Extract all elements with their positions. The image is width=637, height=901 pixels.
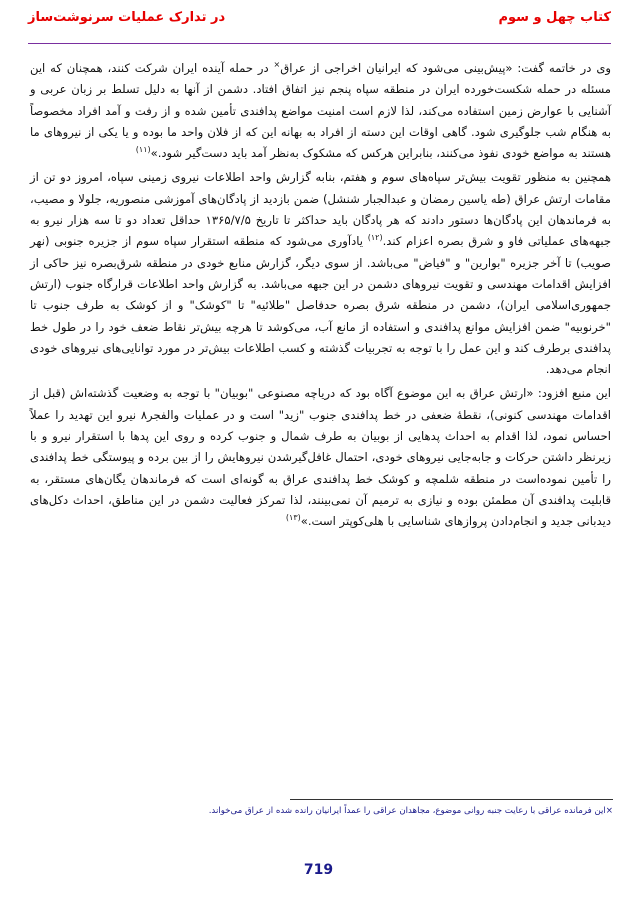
footnote-marker: × xyxy=(273,60,281,70)
book-title: کتاب چهل و سوم xyxy=(498,10,611,25)
footnote-divider xyxy=(290,799,613,800)
reference-number: (۱۳) xyxy=(285,513,301,523)
reference-number: (۱۱) xyxy=(135,145,151,155)
main-text xyxy=(30,58,611,533)
running-header xyxy=(28,8,611,36)
chapter-title: در تدارک عملیات سرنوشت‌ساز xyxy=(28,10,226,25)
paragraph: وی در خاتمه گفت: «پیش‌بینی می‌شود که ایرانیان اخراجی از عراق× در حمله آینده ایران شرکت کنند، همچنان که این مسئله در حمله شکست‌خورده ایران در منطقه سپاه پنجم نیز اتفاق افتاد. دشمن از آنها به دلیل تسلط بر زبان عربی و آشنایی با عوارض زمین استفاده می‌کند، لذا لازم است امنیت مواضع پدافندی تأمین شده و از رفت و آمد افراد مخصوصاً به هنگام شب جلوگیری شود. گاهی اوقات این دسته از افراد به بهانه این که از فلان واحد ما بوده و یا یکی از نیروهای ما هستند به مواضع خودی نفوذ می‌کنند، بنابراین هرکس که مشکوک به‌نظر آمد باید دست‌گیر شود.»$^{(۱۱)}$ xyxy=(30,60,611,161)
footnote: ×این فرمانده عراقی با رعایت جنبه روانی موضوع، مجاهدان عراقی را عمداً ایرانیان رانده شده از عراق می‌خواند. xyxy=(208,806,613,816)
paragraph: همچنین به منظور تقویت بیش‌تر سپاه‌های سوم و هفتم، بنابه گزارش واحد اطلاعات نیروی زمینی سپاه، امروز دو تن از مقامات ارتش عراق (طه یاسین رمضان و عبدالجبار شنشل) ضمن بازدید از پادگان‌های آموزشی منصوریه، جلولا و مصیب، به فرماندهان این پادگان‌ها دستور دادند که هر پادگان باید حداکثر تا تاریخ ۱۳۶۵/۷/۵ حداقل تعداد دو تا سه هزار نیرو به جبهه‌های عملیاتی فاو و شرق بصره اعزام کند.$^{(۱۲)}$ یادآوری می‌شود که منطقه استقرار سپاه سوم از جزیره جنوبی (نهر صویب) تا آخر جزیره "بوارین" و "فیاض" می‌باشد. از سوی دیگر، گزارش منابع خودی در منطقه شرق‌بصره نیز حاکی از افزایش اقدامات مهندسی و تقویت نیروهای دشمن در این جبهه می‌باشد. به گزارش واحد اطلاعات قرارگاه جنوب (ارتش جمهوری‌اسلامی ایران)، دشمن در منطقه شرق بصره حدفاصل "طلائیه" تا "کوشک" و از کوشک به طرف جنوب تا "خرنوبیه" ضمن افزایش موانع پدافندی و استفاده از مانع آب، می‌کوشد تا هرچه بیش‌تر نقاط ضعف خود را در طول خط پدافندی برطرف کند و این عمل را با توجه به تجربیات گذشته و کسب اطلاعات بیش‌تر در مورد توانایی‌های نیروهای خودی انجام می‌دهد. xyxy=(30,170,611,377)
reference-number: (۱۲) xyxy=(367,233,383,243)
header-divider xyxy=(28,43,611,44)
paragraph: این منبع افزود: «ارتش عراق به این موضوع آگاه بود که دریاچه مصنوعی "بوبیان" با توجه به وضعیت گذشته‌اش (قبل از اقدامات مهندسی کنونی)، نقطهٔ ضعفی در خط پدافندی جنوب "زید" است و در عملیات والفجر۸ نیرو این تهدید را عملاً احساس نمود، لذا اقدام به احداث پدهایی از بوبیان به طرف شمال و جنوب کرده و روی این پدها با استقرار نیرو و با زیرنظر داشتن حرکات و جابه‌جایی نیروهای خودی، احتمال غافل‌گیرشدن نیروهایش را از بین برده و پیوستگی خط پدافندی را تأمین نموده‌است در منطقه شلمچه و کوشک خط پدافندی عراق به گونه‌ای است که فرماندهان یگان‌های مستقر، به قابلیت پدافندی آن مطمئن بوده و نیازی به ترمیم آن نمی‌بینند، لذا تمرکز فعالیت دشمن در این مناطق، احداث دکل‌های دیدبانی جدید و انجام‌دادن پروازهای شناسایی با هلی‌کوپتر است.»$^{(۱۳)}$ xyxy=(30,386,611,529)
page-number: 719 xyxy=(303,862,334,878)
